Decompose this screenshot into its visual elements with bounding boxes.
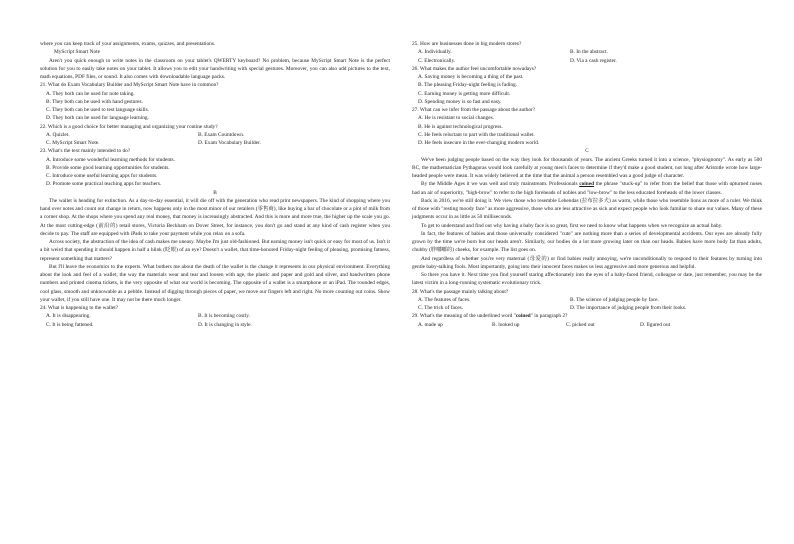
passage-c-paragraph-5: In fact, the features of babies and those universally considered "cute" are nothing more than a series of developmental accidents. Our eyes are already fully grown by the time we're born but our heads aren't. Similarly, our bodies do a lot more growing later on than our heads. Babies have more body fat than adults, chubby (胖嘟嘟的) cheeks, for example. The list goes on.	[412, 230, 762, 254]
underlined-word-coined: coined	[579, 181, 595, 188]
question-24: 24. What is happening to the wallet?	[40, 305, 119, 311]
q28-options-row-2	[412, 304, 762, 312]
q29-option-b: B. looked up	[492, 321, 520, 328]
q23-option-d: D. Promote some practical teaching apps for teachers.	[46, 181, 162, 188]
q21-option-a: A. They both can be used for note taking.	[46, 90, 135, 97]
q23-option-a: A. Introduce some wonderful learning methods for students.	[46, 156, 175, 163]
q29-option-d: D. figured out	[640, 321, 671, 328]
q27-option-c: C. He feels reluctant to part with the traditional wallet.	[418, 131, 535, 138]
q26-option-d: D. Spending money is so fast and easy.	[418, 98, 502, 105]
q28-option-a: A. The features of faces.	[418, 296, 471, 303]
intro-text: where you can keep track of your assignments, exams, quizzes, and presentations.	[40, 41, 216, 47]
q24-option-b: B. It is becoming costly.	[198, 313, 250, 320]
passage-c-paragraph-1: We've been judging people based on the way they look for thousands of years. The ancient Greeks turned it into a science, "physiognomy". As early as 500 BC, the mathematician Pythagoras would look carefully at young men's faces to determine if they'd make a good student, not long after Aristotle wrote how large-headed people were mean. It was widely believed at the time that the animal a person resembled was a good judge of character.	[412, 156, 762, 179]
q29-option-a: A. made up	[418, 321, 443, 328]
question-28: 28. What's the passage mainly talking about?	[412, 288, 509, 295]
q21-option-c: C. They both can be used to test language skills.	[46, 107, 150, 113]
q29-word: coined	[515, 313, 531, 320]
q28-option-d: D. The importance of judging people from their looks.	[570, 305, 687, 311]
right-column	[412, 40, 762, 329]
q29-end: " in paragraph 2?	[530, 313, 568, 320]
q26-option-c: C. Earning money is getting more difficult.	[418, 90, 511, 97]
question-26: 26. What makes the author feel uncomfortable nowadays?	[412, 65, 537, 72]
section-b-heading: B	[213, 189, 217, 196]
app-title: MyScript Smart Note	[54, 49, 101, 56]
q28-option-b: B. The science of judging people by face.	[570, 296, 659, 303]
app-paragraph: Aren't you quick enough to write notes in the classroom on your tablet's QWERTY keyboard? No problem, because MyScript Smart Note is the perfect solution for you to easily take notes on your tablet. It allows you to edit your handwriting with special gestures. Moreover, you can also add pictures to the text, math equations, PDF files, or sound. It also comes with downloadable language packs.	[40, 57, 390, 80]
passage-c-p2-start: By the Middle Ages it we was well and truly mainstream. Professionals	[421, 181, 580, 188]
q27-option-b: B. He is against technological progress.	[418, 123, 503, 130]
q25-options-row-1	[412, 48, 762, 56]
q24-option-a: A. It is disappearing.	[46, 313, 91, 320]
q22-option-c: C. MyScript Smart Note.	[46, 140, 100, 146]
q27-option-d: D. He feels insecure in the ever-changing modern world.	[418, 140, 540, 146]
q23-option-c: C. Introduce some useful learning apps for students.	[46, 173, 158, 179]
q24-option-d: D. It is changing in style.	[198, 321, 252, 328]
passage-c-paragraph-3: Back in 2016, we're still doing it. We view those who resemble Lehendas (拉布拉多犬) as warm, while those who resemble lions as more of a ruler. We think of those with "resting moody face" as more aggressive, those who are less attractive as sick and expect people who look familiar to share our values. Many of these judgments occur in as little as 50 milliseconds.	[412, 197, 762, 221]
question-25: 25. How are businesses done in big modern stores?	[412, 41, 522, 47]
q25-option-c: C. Electronically.	[418, 57, 456, 64]
q22-options-row-1	[40, 131, 390, 139]
q25-option-b: B. In the abstract.	[570, 49, 608, 56]
left-column	[40, 40, 390, 329]
question-23: 23. What's the text mainly intended to do?	[40, 148, 131, 155]
q29-option-c: C. picked out	[566, 321, 595, 328]
passage-c-paragraph-2	[412, 180, 762, 197]
q21-option-d: D. They both can be used for language learning.	[46, 115, 149, 122]
q22-option-b: B. Exam Countdown.	[198, 131, 245, 138]
q24-options-row-1	[40, 312, 390, 320]
q22-option-d: D. Exam Vocabulary Builder.	[198, 140, 261, 146]
passage-c-paragraph-4: To get to understand and find out why having a baby face is so great, first we need to know what happens when we recognize an actual baby.	[421, 222, 723, 229]
q28-option-c: C. The trick of faces.	[418, 305, 464, 311]
question-27: 27. What can we infer from the passage about the author?	[412, 107, 536, 113]
q27-option-a: A. He is resistant to social changes.	[418, 115, 494, 122]
q26-option-a: A. Saving money is becoming a thing of the past.	[418, 74, 524, 80]
passage-c-paragraph-6: And regardless of whether you're very maternal (母爱的) or find babies really annoying, we're unconditionally to respond to their features by turning into gentle baby-talking fools. Most importantly, going into their innocent faces makes us less aggressive and more generous and helpful.	[412, 255, 762, 270]
q25-option-d: D. Via a cash register.	[570, 57, 617, 64]
q25-option-a: A. Individually.	[418, 49, 452, 56]
q29-start: 29. What's the meaning of the underlined word "	[412, 313, 516, 320]
passage-b-paragraph-3: But I'll leave the economics to the experts. What bothers me about the death of the wallet is the change it represents in our physical environment. Everything about the look and feel of a wallet, the way the materials wear and tear and loosen with age, the plastic and paper and gold and silver, and handwritten phone numbers and printed cinema tickets, is the very opposite of what our world is becoming. The opposite of a wallet is a smartphone or an iPad. The rounded edges, cool glass, smooth and unknowable as a pebble. Instead of digging through pieces of paper, we move our fingers left and right. No more counting out coins. Show your wallet, if you still have one. It may not be there much longer.	[40, 263, 390, 303]
passage-b-paragraph-1: The wallet is heading for extinction. As a day-to-day essential, it will die off with the generation who read print newspapers. The kind of shopping where you hand over notes and count out change in return, now happens only in the most minor of our retailers (零售商), like buying a bar of chocolate or a pint of milk from a corner shop. At the shops where you spend any real money, that money is increasingly abstracted. And this is more and more true, the higher up the scale you go. At the most cutting-edge (前沿的) retail stores, Victoria Beckham on Dover Street, for instance, you don't go and stand at any kind of cash register when you decide to pay. The staff are equipped with iPads to take your payment while you relax on a sofa.	[40, 197, 390, 237]
q24-options-row-2	[40, 321, 390, 329]
passage-c-p2-end: the phrase "stuck-up" to refer from the belief that those with upturned noses had an air of superiority, "high-brow" to refer to the high foreheads of nobles and "low-brow" to the less educated foreheads of the lower classes.	[412, 181, 763, 196]
question-22: 22. Which is a good choice for better managing and organizing your routine study?	[40, 123, 218, 130]
section-c-heading: C	[585, 148, 589, 155]
q29-options-row	[412, 321, 762, 329]
q22-option-a: A. Quizlet.	[46, 131, 70, 138]
q22-options-row-2	[40, 139, 390, 147]
q28-options-row-1	[412, 296, 762, 304]
question-21: 21. What do Exam Vocabulary Builder and MyScript Smart Note have in common?	[40, 82, 219, 89]
q21-option-b: B. They both can be used with hand gestures.	[46, 98, 143, 105]
q24-option-c: C. It is being fattened.	[46, 321, 94, 328]
passage-b-paragraph-2: Across society, the abstraction of the idea of cash makes me uneasy. Maybe I'm just old-fashioned. But earning money isn't quick or easy for most of us. Isn't it a bit weird that spending it should happen in half a blink (眨眼) of an eye? Doesn't a wallet, that time-honored Friday-night feeling of pleasing, promising fatness, represent something that matters?	[40, 239, 390, 262]
passage-c-paragraph-7: So there you have it. Next time you find yourself staring affectionately into the eyes of a baby-faced friend, colleague or date, just remember, you may be the latest victim in a long-running systematic evolutionary trick.	[412, 272, 762, 287]
question-29	[412, 312, 762, 320]
q26-option-b: B. The pleasing Friday-night feeling is fading.	[418, 82, 518, 89]
q23-option-b: B. Provide some good learning opportunities for students.	[46, 164, 170, 171]
q25-options-row-2	[412, 57, 762, 65]
